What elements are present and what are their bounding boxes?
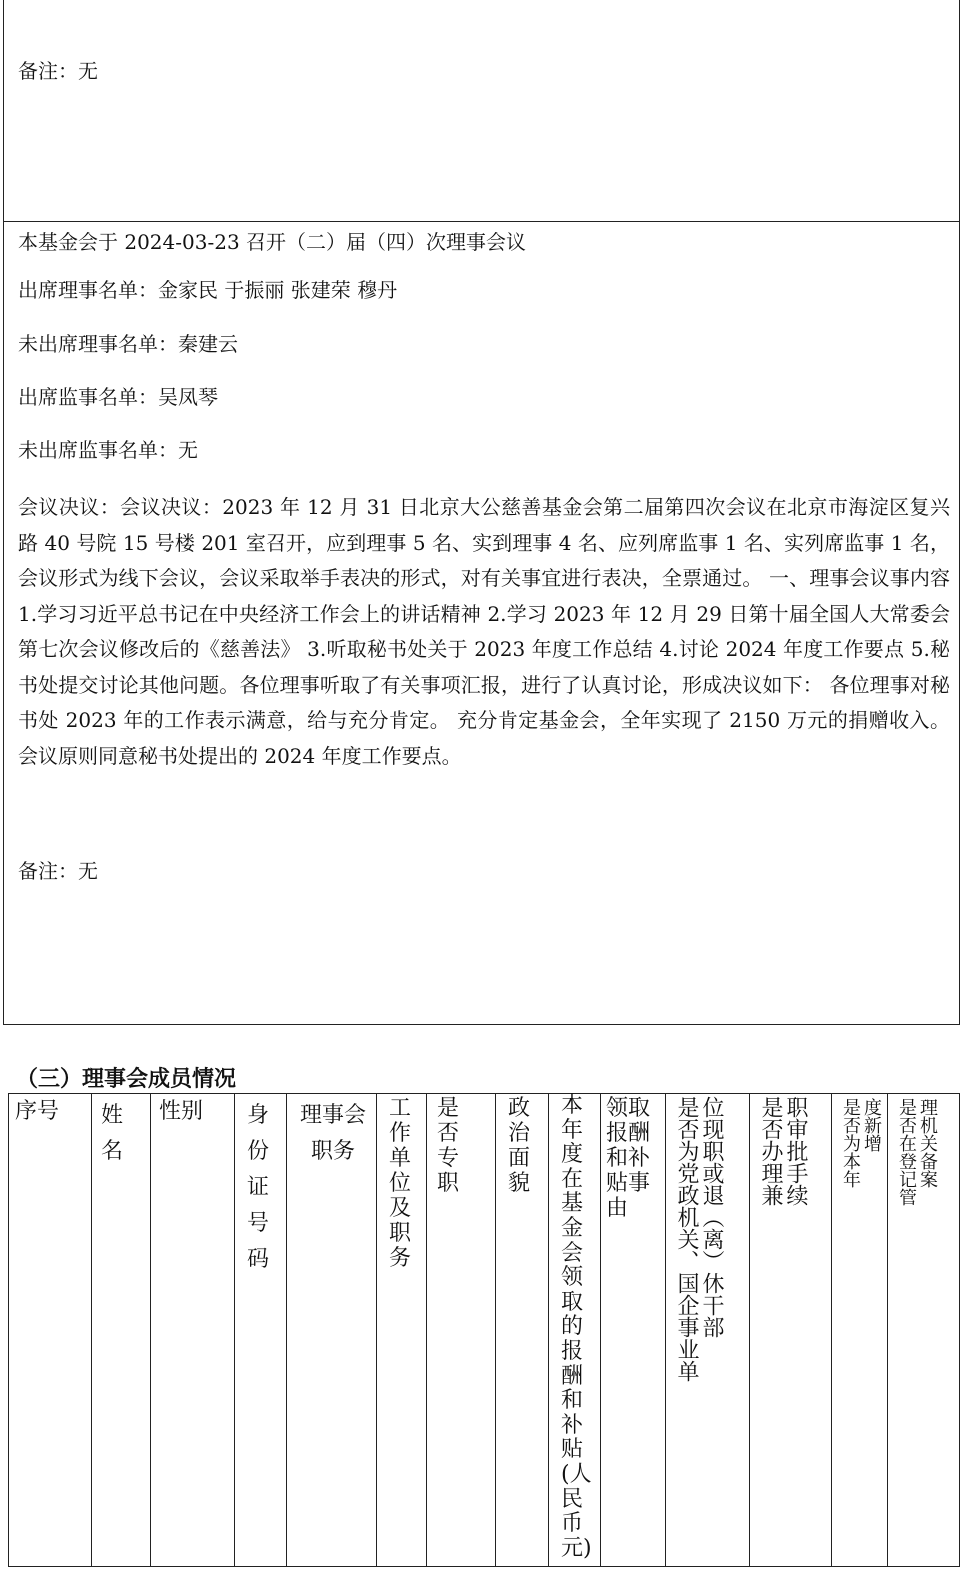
section-title: （三）理事会成员情况: [16, 1067, 237, 1092]
header-name: 姓名: [91, 1094, 150, 1566]
attending-directors: 出席理事名单：金家民 于振丽 张建荣 穆丹: [18, 278, 398, 302]
header-full-time: 是否专职: [426, 1094, 495, 1566]
header-remuneration: 本年度在基金会领取的报酬和补贴(人民币元): [548, 1094, 600, 1566]
meeting-note: 备注：无: [18, 859, 98, 883]
header-id-card: 身份证号码: [234, 1094, 286, 1566]
header-position: 理事会职务: [286, 1094, 376, 1566]
header-filed: 是否在登记管理机关备案: [887, 1094, 961, 1566]
header-seq: 序号: [15, 1099, 60, 1124]
header-gender: 性别: [150, 1094, 234, 1566]
header-approval: 是否办理兼职审批手续: [749, 1094, 831, 1566]
header-new-this-year: 是否为本年度新增: [831, 1094, 887, 1566]
members-table: [8, 1093, 960, 1567]
meeting-resolution: 会议决议：会议决议：2023 年 12 月 31 日北京大公慈善基金会第二届第四次会议在北京市海淀区复兴路 40 号院 15 号楼 201 室召开，应到理事 5 名、实到理事 4 名、应列席监事 1 名、实列席监事 1 名，会议形式为线下会议，会议采取举手表决的形式，对有关事宜进行表决，全票通过。 一、理事会议事内容 1.学习习近平总书记在中央经济工作会上的讲话精神 2.学习 2023 年 12 月 29 日第十届全国人大常委会第七次会议修改后的《慈善法》 3.听取秘书处关于 2023 年度工作总结 4.讨论 2024 年度工作要点 5.秘书处提交讨论其他问题。各位理事听取了有关事项汇报，进行了认真讨论，形成决议如下： 各位理事对秘书处 2023 年的工作表示满意，给与充分肯定。 充分肯定基金会，全年实现了 2150 万元的捐赠收入。 会议原则同意秘书处提出的 2024 年度工作要点。: [18, 495, 950, 768]
previous-note: 备注：无: [18, 59, 98, 83]
meeting-record-box: [3, 222, 960, 1025]
header-work-unit: 工作单位及职务: [376, 1094, 426, 1566]
absent-supervisors: 未出席监事名单：无: [18, 438, 198, 462]
previous-record-box: [3, 0, 960, 222]
header-political: 政治面貌: [495, 1094, 548, 1566]
meeting-title: 本基金会于 2024-03-23 召开（二）届（四）次理事会议: [18, 230, 527, 254]
absent-directors: 未出席理事名单：秦建云: [18, 332, 238, 356]
attending-supervisors: 出席监事名单：吴凤琴: [18, 385, 218, 409]
header-reason: 领取报酬和补贴事由: [600, 1094, 665, 1566]
header-retired-cadre: 是否为党政机关、国企事业单位现职或退（离）休干部: [665, 1094, 749, 1566]
